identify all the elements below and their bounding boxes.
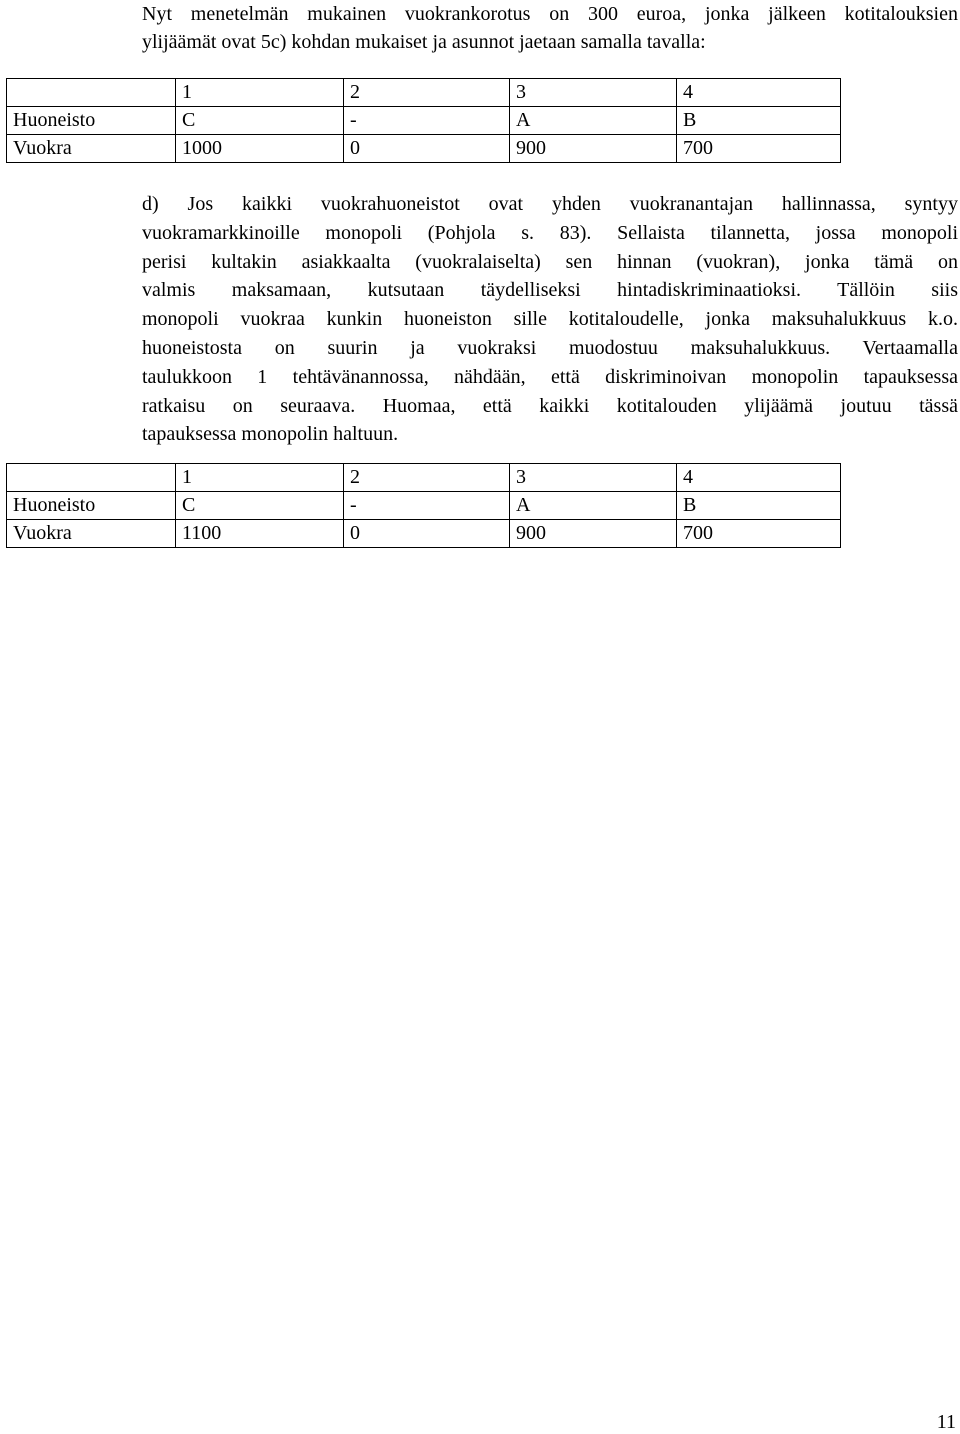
paragraph-line: vuokramarkkinoille monopoli (Pohjola s. 83). Sellaista tilannetta, jossa monopoli — [142, 221, 958, 244]
paragraph-line: taulukkoon 1 tehtävänannossa, nähdään, että diskriminoivan monopolin tapauksessa — [142, 365, 958, 388]
table-cell: 1 — [176, 79, 344, 107]
table-cell: 2 — [344, 79, 510, 107]
table-cell: A — [510, 492, 677, 520]
table-cell: 700 — [677, 135, 841, 163]
table-cell: 0 — [344, 135, 510, 163]
table-cell: 1 — [176, 464, 344, 492]
paragraph-d — [142, 190, 958, 449]
table-cell: - — [344, 107, 510, 135]
table-cell: A — [510, 107, 677, 135]
table-cell: Vuokra — [7, 520, 176, 548]
table-cell: - — [344, 492, 510, 520]
table-cell: 4 — [677, 79, 841, 107]
table-cell — [7, 464, 176, 492]
table-header-row — [7, 464, 841, 492]
table-cell: Huoneisto — [7, 492, 176, 520]
intro-line-2: ylijäämät ovat 5c) kohdan mukaiset ja asunnot jaetaan samalla tavalla: — [142, 31, 706, 53]
table-row — [7, 135, 841, 163]
table-row — [7, 492, 841, 520]
intro-line-1: Nyt menetelmän mukainen vuokrankorotus on 300 euroa, jonka jälkeen kotitalouksien — [142, 3, 958, 25]
table-cell: Huoneisto — [7, 107, 176, 135]
table-cell: 3 — [510, 79, 677, 107]
paragraph-line: d) Jos kaikki vuokrahuoneistot ovat yhden vuokranantajan hallinnassa, syntyy — [142, 193, 958, 215]
table-cell: 900 — [510, 135, 677, 163]
rent-table-1 — [6, 78, 841, 163]
table-cell: 2 — [344, 464, 510, 492]
table-cell: 3 — [510, 464, 677, 492]
table-header-row — [7, 79, 841, 107]
paragraph-line: tapauksessa monopolin haltuun. — [142, 423, 399, 446]
paragraph-line: valmis maksamaan, kutsutaan täydelliseksi hintadiskriminaatioksi. Tällöin siis — [142, 279, 958, 302]
table-cell: C — [176, 107, 344, 135]
table-row — [7, 107, 841, 135]
table-cell: 700 — [677, 520, 841, 548]
table-cell: C — [176, 492, 344, 520]
table-cell: 900 — [510, 520, 677, 548]
page-number: 11 — [936, 1411, 956, 1433]
paragraph-line: monopoli vuokraa kunkin huoneiston sille kotitaloudelle, jonka maksuhalukkuus k.o. — [142, 308, 958, 331]
paragraph-line: huoneistosta on suurin ja vuokraksi muodostuu maksuhalukkuus. Vertaamalla — [142, 336, 958, 359]
rent-table-2 — [6, 463, 841, 548]
intro-paragraph — [142, 0, 958, 56]
table-row — [7, 520, 841, 548]
table-cell — [7, 79, 176, 107]
table-cell: 1000 — [176, 135, 344, 163]
table-cell: 1100 — [176, 520, 344, 548]
table-cell: 0 — [344, 520, 510, 548]
table-cell: 4 — [677, 464, 841, 492]
table-cell: B — [677, 492, 841, 520]
paragraph-line: ratkaisu on seuraava. Huomaa, että kaikki kotitalouden ylijäämä joutuu tässä — [142, 394, 958, 417]
table-cell: B — [677, 107, 841, 135]
table-cell: Vuokra — [7, 135, 176, 163]
paragraph-line: perisi kultakin asiakkaalta (vuokralaiselta) sen hinnan (vuokran), jonka tämä on — [142, 250, 958, 273]
